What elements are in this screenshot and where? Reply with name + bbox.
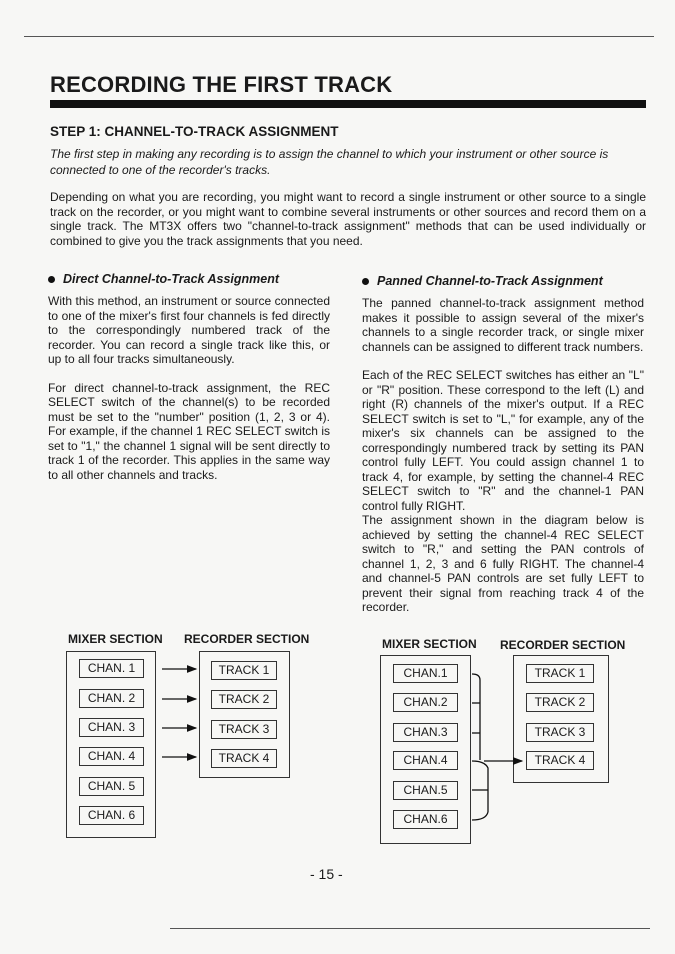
left-track-box: TRACK 3 (211, 720, 277, 739)
right-track-box: TRACK 4 (526, 751, 594, 770)
left-channel-box: CHAN. 2 (79, 689, 144, 708)
step-heading: STEP 1: CHANNEL-TO-TRACK ASSIGNMENT (50, 124, 339, 139)
left-track-box: TRACK 4 (211, 749, 277, 768)
intro-italic-text: The first step in making any recording is to assign the channel to which your instrument or other source is connected to one of the recorder's tracks. (50, 147, 609, 177)
right-track-box: TRACK 1 (526, 664, 594, 683)
direct-para-1: With this method, an instrument or source connected to one of the mixer's first four channels is fed directly to the correspondingly numbered track of the recorder. You can record a single track like this, or up to all four tracks simultaneously. (48, 294, 330, 366)
right-channel-box: CHAN.5 (393, 781, 458, 800)
left-channel-box: CHAN. 1 (79, 659, 144, 678)
right-channel-box: CHAN.4 (393, 751, 458, 770)
page-title: RECORDING THE FIRST TRACK (50, 72, 393, 97)
left-channel-box: CHAN. 3 (79, 718, 144, 737)
panned-para-2: Each of the REC SELECT switches has either an "L" or "R" position. These correspond to the left (L) and right (R) channels of the mixer's output. If a REC SELECT switch is set to "L," for example, any of the mixer's six channels can be assigned to the correspondingly numbered track by setting its PAN control fully LEFT. You could assign channel 1 to track 4, for example, by setting the channel-4 REC SELECT switch to "R" and the channel-1 PAN control fully RIGHT. (362, 368, 644, 513)
r-bus-line (472, 674, 480, 760)
left-channel-box: CHAN. 4 (79, 747, 144, 766)
panned-assignment-heading-text: Panned Channel-to-Track Assignment (377, 274, 603, 288)
left-mixer-label: MIXER SECTION (68, 632, 163, 646)
right-channel-box: CHAN.6 (393, 810, 458, 829)
right-channel-box: CHAN.3 (393, 723, 458, 742)
right-channel-box: CHAN.2 (393, 693, 458, 712)
direct-para-2: For direct channel-to-track assignment, the REC SELECT switch of the channel(s) to be recorded must be set to the "number" position (1, 2, 3 or 4). For example, if the channel 1 REC SELECT switch is set to "1," the channel 1 signal will be sent directly to track 1 of the recorder. This applies in the same way to all other channels and tracks. (48, 380, 330, 482)
right-mixer-label: MIXER SECTION (382, 637, 477, 651)
left-channel-box: CHAN. 6 (79, 806, 144, 825)
right-recorder-label: RECORDER SECTION (500, 638, 626, 652)
intro-body-text: Depending on what you are recording, you might want to record a single instrument or other source to a single track on the recorder, or you might want to combine several instruments or other sources and record them on a single track. The MT3X offers two "channel-to-track assignment" methods that can be used individually or combined to give you the track assignments that you need. (50, 190, 646, 248)
panned-para-3: The assignment shown in the diagram below is achieved by setting the channel-4 REC SELECT switch to "R," and setting the PAN controls of channel 1, 2, 3 and 6 fully RIGHT. The channel-4 and channel-5 PAN controls are set fully LEFT to prevent their signal from reaching track 4 of the recorder. (362, 513, 644, 614)
page-number: - 15 - (310, 866, 343, 882)
direct-assignment-heading-text: Direct Channel-to-Track Assignment (63, 272, 280, 286)
right-track-box: TRACK 3 (526, 723, 594, 742)
bottom-rule (170, 928, 650, 929)
bus-tap (472, 812, 488, 820)
right-channel-box: CHAN.1 (393, 664, 458, 683)
left-track-box: TRACK 1 (211, 661, 277, 680)
right-track-box: TRACK 2 (526, 693, 594, 712)
left-channel-box: CHAN. 5 (79, 777, 144, 796)
left-track-box: TRACK 2 (211, 690, 277, 709)
l-bus-line (472, 761, 488, 812)
left-recorder-label: RECORDER SECTION (184, 632, 310, 646)
panned-para-1: The panned channel-to-track assignment method makes it possible to assign several of the mixer's channels to a single recorder track, or single mixer channels can be assigned to different track numbers. (362, 296, 644, 354)
